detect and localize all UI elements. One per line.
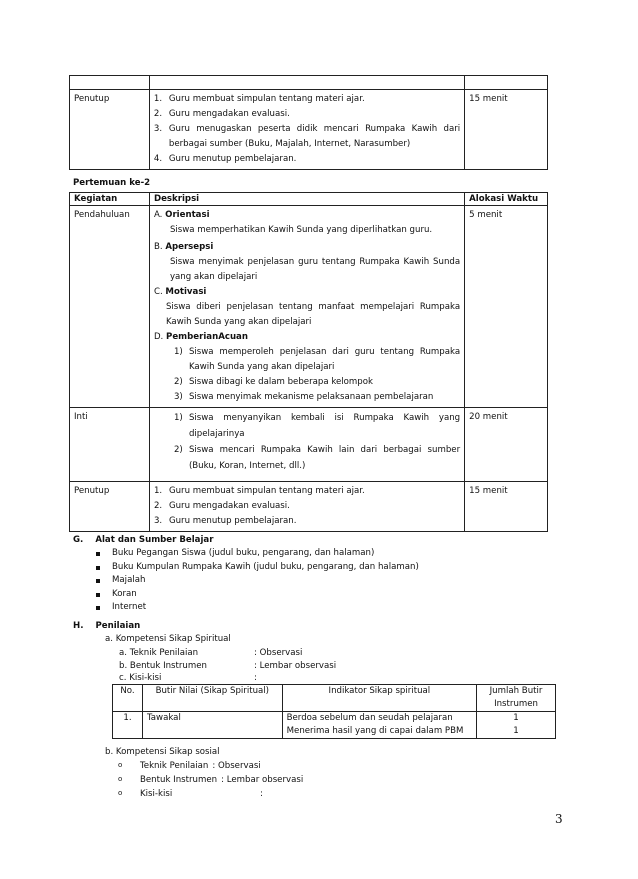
- list-item: [174, 410, 460, 442]
- list-item-number: 3.: [153, 124, 163, 134]
- list-item-text: Guru menutup pembelajaran.: [168, 154, 297, 164]
- list-item: [154, 514, 460, 529]
- header-kegiatan: Kegiatan: [74, 194, 118, 204]
- table-header-row: [113, 685, 556, 712]
- list-item-number: 1): [173, 347, 183, 357]
- apersepsi-text: Siswa menyimak penjelasan guru tentang Rumpaka Kawih Sunda yang akan dipelajari: [169, 257, 461, 282]
- spiritual-details: [119, 648, 336, 686]
- table-pertemuan-2: [69, 192, 548, 532]
- list-item: [154, 92, 460, 107]
- table-row: [70, 408, 548, 482]
- list-item-number: 1.: [153, 94, 163, 104]
- section-g-heading: G. Alat dan Sumber Belajar: [73, 535, 214, 545]
- inti-list: [154, 410, 460, 474]
- table-empty-row: [70, 76, 548, 90]
- pemberian-acuan-heading: D. PemberianAcuan: [153, 332, 248, 342]
- orientasi-heading: A. Orientasi: [153, 210, 210, 220]
- list-item: [154, 499, 460, 514]
- kompetensi-sosial-heading: b. Kompetensi Sikap sosial: [105, 747, 220, 757]
- jumlah-2: 1: [513, 726, 519, 736]
- row-no: 1.: [113, 712, 143, 739]
- detail-value: :: [260, 789, 263, 799]
- deskripsi-cell: [149, 206, 464, 408]
- acuan-list: [154, 345, 460, 405]
- list-item-number: 4.: [153, 154, 163, 164]
- list-item: [174, 442, 460, 474]
- page-number: 3: [555, 812, 563, 826]
- detail-key: Teknik Penilaian: [140, 761, 209, 771]
- section-h-heading: H. Penilaian: [73, 621, 141, 631]
- list-item-text: Siswa menyanyikan kembali isi Rumpaka Kawih yang dipelajarinya: [188, 413, 461, 439]
- row-indikator: [282, 712, 476, 739]
- detail-row: [119, 661, 336, 674]
- activity-list: [154, 92, 460, 167]
- deskripsi-cell: [149, 90, 464, 170]
- table-row: [70, 482, 548, 532]
- list-item-text: Siswa dibagi ke dalam beberapa kelompok: [188, 377, 373, 387]
- sosial-details: [106, 761, 303, 803]
- table-row: [70, 90, 548, 170]
- table-header-row: [70, 193, 548, 206]
- list-item-text: Guru menugaskan peserta didik mencari Rumpaka Kawih dari berbagai sumber (Buku, Majalah, Internet, Narasumber): [168, 124, 461, 149]
- kegiatan-cell: Penutup: [70, 482, 150, 532]
- row-jumlah: [477, 712, 556, 739]
- list-item: [154, 152, 460, 167]
- list-item-text: Siswa mencari Rumpaka Kawih lain dari berbagai sumber (Buku, Koran, Internet, dll.): [188, 445, 461, 471]
- list-item-number: 2.: [153, 109, 163, 119]
- list-item-text: Majalah: [112, 575, 146, 585]
- alat-sumber-list: [82, 548, 419, 616]
- square-bullet-icon: [96, 579, 100, 583]
- detail-row: [106, 761, 303, 775]
- kegiatan-cell: Penutup: [70, 90, 150, 170]
- square-bullet-icon: [96, 593, 100, 597]
- list-item: [82, 548, 419, 562]
- detail-key: b. Bentuk Instrumen: [119, 660, 207, 671]
- list-item-number: 3): [173, 392, 183, 402]
- orientasi-text: Siswa memperhatikan Kawih Sunda yang diperlihatkan guru.: [169, 225, 433, 235]
- detail-value: : Lembar observasi: [221, 775, 304, 785]
- jumlah-1: 1: [513, 713, 519, 723]
- list-item-text: Koran: [112, 588, 137, 599]
- detail-key: Bentuk Instrumen: [140, 775, 218, 785]
- circle-bullet-icon: o: [118, 761, 123, 769]
- list-item-text: Guru membuat simpulan tentang materi ajar.: [168, 486, 365, 496]
- list-item: [154, 484, 460, 499]
- indikator-2: Menerima hasil yang di capai dalam PBM: [286, 726, 464, 736]
- waktu-cell: 15 menit: [465, 90, 548, 170]
- detail-key: a. Teknik Penilaian: [119, 648, 199, 658]
- deskripsi-cell: [149, 408, 464, 482]
- list-item: [82, 562, 419, 576]
- square-bullet-icon: [96, 606, 100, 610]
- table-pertemuan-1: [69, 75, 548, 170]
- list-item-number: 1.: [153, 486, 163, 496]
- list-item-number: 2): [173, 445, 183, 455]
- detail-row: [106, 789, 303, 803]
- list-item: [154, 122, 460, 152]
- list-item-text: Buku Pegangan Siswa (judul buku, pengarang, dan halaman): [112, 548, 375, 558]
- list-item-text: Guru mengadakan evaluasi.: [168, 501, 290, 511]
- table-row: [70, 206, 548, 408]
- list-item: [82, 575, 419, 589]
- detail-value: :: [254, 673, 257, 683]
- header-jumlah: Jumlah Butir Instrumen: [477, 685, 556, 712]
- kompetensi-spiritual-heading: a. Kompetensi Sikap Spiritual: [105, 634, 231, 644]
- list-item: [174, 375, 460, 390]
- list-item-text: Siswa memperoleh penjelasan dari guru tentang Rumpaka Kawih Sunda yang akan dipelajari: [188, 347, 461, 372]
- list-item: [154, 107, 460, 122]
- apersepsi-heading: B. Apersepsi: [153, 242, 214, 252]
- list-item-text: Guru membuat simpulan tentang materi ajar.: [168, 94, 365, 104]
- detail-value: : Lembar observasi: [254, 660, 337, 671]
- list-item: [174, 345, 460, 375]
- table-row: [113, 712, 556, 739]
- kegiatan-cell: Inti: [70, 408, 150, 482]
- detail-row: [119, 648, 336, 661]
- waktu-cell: 5 menit: [465, 206, 548, 408]
- kegiatan-cell: Pendahuluan: [70, 206, 150, 408]
- header-deskripsi: Deskripsi: [153, 194, 200, 204]
- detail-key: c. Kisi-kisi: [119, 673, 162, 683]
- list-item-number: 2.: [153, 501, 163, 511]
- list-item-text: Siswa menyimak mekanisme pelaksanaan pembelajaran: [188, 392, 434, 402]
- list-item-text: Guru mengadakan evaluasi.: [168, 109, 290, 119]
- header-butir: Butir Nilai (Sikap Spiritual): [142, 685, 282, 712]
- row-butir: Tawakal: [142, 712, 282, 739]
- table-sikap-spiritual: [112, 684, 556, 739]
- list-item: [174, 390, 460, 405]
- list-item: [82, 602, 419, 616]
- circle-bullet-icon: o: [118, 789, 123, 797]
- pertemuan-heading: Pertemuan ke-2: [73, 178, 151, 188]
- header-no: No.: [113, 685, 143, 712]
- detail-value: : Observasi: [254, 648, 303, 658]
- circle-bullet-icon: o: [118, 775, 123, 783]
- list-item-number: 3.: [153, 516, 163, 526]
- square-bullet-icon: [96, 552, 100, 556]
- detail-row: [106, 775, 303, 789]
- list-item-text: Buku Kumpulan Rumpaka Kawih (judul buku, pengarang, dan halaman): [112, 561, 419, 572]
- list-item: [82, 589, 419, 603]
- detail-value: : Observasi: [212, 761, 261, 771]
- detail-key: Kisi-kisi: [140, 789, 173, 799]
- list-item-number: 1): [173, 413, 183, 423]
- header-indikator: Indikator Sikap spiritual: [282, 685, 476, 712]
- list-item-number: 2): [173, 377, 183, 387]
- deskripsi-cell: [149, 482, 464, 532]
- waktu-cell: 15 menit: [465, 482, 548, 532]
- motivasi-text: Siswa diberi penjelasan tentang manfaat mempelajari Rumpaka Kawih Sunda yang akan dipelajari: [165, 302, 461, 327]
- motivasi-heading: C. Motivasi: [153, 287, 207, 297]
- square-bullet-icon: [96, 566, 100, 570]
- header-waktu: Alokasi Waktu: [469, 194, 539, 204]
- list-item-text: Guru menutup pembelajaran.: [168, 516, 297, 526]
- waktu-cell: 20 menit: [465, 408, 548, 482]
- penutup-list: [154, 484, 460, 529]
- indikator-1: Berdoa sebelum dan seudah pelajaran: [286, 713, 453, 723]
- list-item-text: Internet: [112, 602, 147, 612]
